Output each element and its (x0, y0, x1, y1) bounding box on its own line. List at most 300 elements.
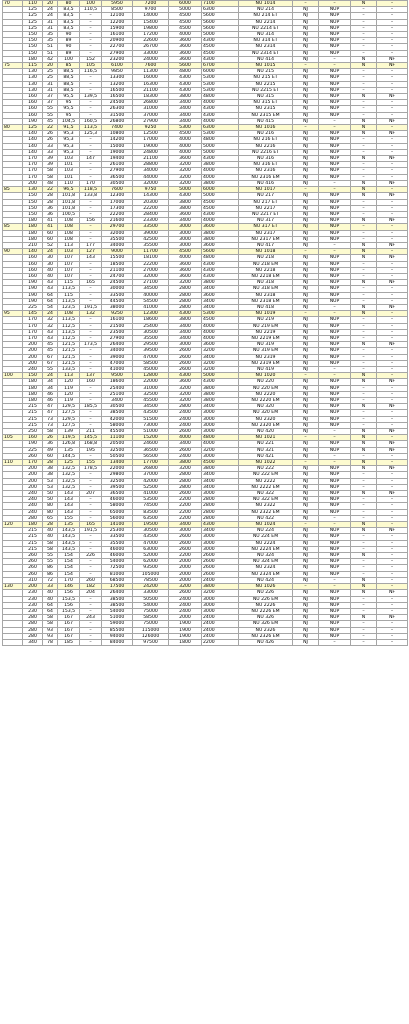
table-cell: – (377, 249, 408, 255)
table-cell: 40 (43, 590, 58, 596)
table-cell: – (293, 584, 319, 590)
table-cell: – (80, 87, 102, 93)
table-cell: – (377, 366, 408, 372)
table-cell: – (377, 385, 408, 391)
table-cell: 152 (80, 56, 102, 62)
table-cell: 132,5 (58, 472, 80, 478)
table-cell: 33 (43, 143, 58, 149)
table-cell: 108 (58, 311, 80, 317)
table-cell: 30000 (102, 286, 133, 292)
table-cell: NU 221 (239, 441, 293, 447)
table-cell: 1900 (169, 621, 202, 627)
table-cell: NU 2315 EM (239, 112, 293, 118)
table-cell: 2000 (169, 615, 202, 621)
table-cell: 18600 (102, 379, 133, 385)
table-cell: – (80, 298, 102, 304)
table-cell: N (351, 615, 377, 621)
table-cell: 25400 (102, 385, 133, 391)
table-cell: NU 2318 EM (239, 298, 293, 304)
table-cell: 182 (80, 584, 102, 590)
table-cell: NUP (319, 199, 351, 205)
table-cell: 33 (43, 584, 58, 590)
table-cell: NUP (319, 69, 351, 75)
table-cell: 170 (23, 335, 43, 341)
table-cell: 150 (23, 32, 43, 38)
table-cell: N (351, 63, 377, 69)
table-cell: 3600 (169, 156, 202, 162)
table-cell: 54 (43, 304, 58, 310)
table-cell: – (377, 125, 408, 131)
table-cell: 22000 (102, 466, 133, 472)
table-cell: 2800 (169, 404, 202, 410)
table-cell: 156 (58, 590, 80, 596)
table-cell: 3800 (169, 205, 202, 211)
table-cell: NJ (293, 478, 319, 484)
table-cell: 167 (58, 615, 80, 621)
table-cell: 17000 (133, 137, 169, 143)
table-cell: 32500 (102, 478, 133, 484)
table-cell: 154 (58, 559, 80, 565)
table-cell: 60 (43, 236, 58, 242)
table-cell: 16100 (102, 317, 133, 323)
table-cell: 3800 (202, 466, 239, 472)
table-cell: – (377, 1, 408, 7)
table-cell: 12100 (102, 13, 133, 19)
table-cell: 13300 (102, 75, 133, 81)
table-cell: NJ (293, 410, 319, 416)
table-cell: 27900 (102, 335, 133, 341)
table-cell: 22700 (102, 44, 133, 50)
table-cell: NUP (319, 280, 351, 286)
table-cell: – (351, 292, 377, 298)
table-cell: – (80, 633, 102, 639)
table-cell: NF (377, 528, 408, 534)
table-cell: 29500 (133, 342, 169, 348)
table-cell: 119,5 (58, 435, 80, 441)
table-cell: NUP (319, 379, 351, 385)
table-cell: 3600 (169, 56, 202, 62)
table-cell: NU 214 (239, 7, 293, 13)
table-cell: NJ (293, 13, 319, 19)
table-cell: NJ (293, 571, 319, 577)
table-cell: 51500 (133, 416, 169, 422)
table-cell: 127,5 (58, 422, 80, 428)
table-cell: 15900 (102, 25, 133, 31)
table-cell: 3800 (202, 162, 239, 168)
table-cell: – (351, 100, 377, 106)
table-cell: 54000 (102, 608, 133, 614)
table-cell: 2600 (169, 546, 202, 552)
table-cell: 32500 (102, 447, 133, 453)
table-cell: 115 (23, 63, 43, 69)
table-cell: NU 224 EM (239, 534, 293, 540)
table-cell: NUP (319, 472, 351, 478)
table-row (3, 639, 408, 645)
table-cell: – (80, 503, 102, 509)
table-cell: NUP (319, 559, 351, 565)
table-cell: 107 (58, 255, 80, 261)
table-cell: 5950 (102, 1, 133, 7)
table-cell: – (377, 267, 408, 273)
table-cell: 51 (43, 50, 58, 56)
table-cell: 4300 (202, 106, 239, 112)
table-cell: 24200 (133, 584, 169, 590)
table-cell: 145,5 (80, 435, 102, 441)
table-cell: NU 2319 EM (239, 360, 293, 366)
table-cell: 6000 (169, 1, 202, 7)
table-cell: 9700 (133, 7, 169, 13)
table-cell: 27000 (133, 267, 169, 273)
table-cell: 43 (43, 286, 58, 292)
table-cell: 5000 (169, 187, 202, 193)
table-cell: NU 418 (239, 304, 293, 310)
table-cell: 93 (43, 633, 58, 639)
table-cell: 33000 (133, 50, 169, 56)
table-cell: 37000 (133, 472, 169, 478)
table-cell: 88,5 (58, 87, 80, 93)
table-cell: – (351, 261, 377, 267)
table-cell: NU 222 (239, 466, 293, 472)
table-cell: – (80, 323, 102, 329)
table-cell: NF (377, 156, 408, 162)
table-cell: 204 (80, 590, 102, 596)
table-cell: NJ (293, 596, 319, 602)
table-cell: NJ (293, 32, 319, 38)
table-cell: 130 (23, 187, 43, 193)
table-cell: N (351, 131, 377, 137)
table-cell: NF (377, 447, 408, 453)
table-cell: 28 (43, 522, 58, 528)
table-cell: 2600 (169, 360, 202, 366)
table-cell: NU 1015 (239, 63, 293, 69)
table-cell: 4000 (202, 100, 239, 106)
table-cell: NF (377, 304, 408, 310)
table-cell: 113,5 (80, 125, 102, 131)
table-cell: 73 (43, 416, 58, 422)
table-cell: NJ (293, 546, 319, 552)
table-cell: – (80, 199, 102, 205)
table-cell: 45000 (133, 366, 169, 372)
table-cell: 17200 (133, 32, 169, 38)
table-cell: – (319, 1, 351, 7)
table-cell: 4300 (169, 193, 202, 199)
table-cell: – (377, 453, 408, 459)
table-cell: 121,5 (58, 360, 80, 366)
table-cell: NF (377, 404, 408, 410)
table-cell: 54000 (102, 559, 133, 565)
table-cell: 3200 (169, 162, 202, 168)
table-cell: NU 1020 (239, 373, 293, 379)
table-cell: 15500 (102, 255, 133, 261)
table-cell: – (80, 571, 102, 577)
table-cell: 52 (43, 242, 58, 248)
table-cell: 25300 (102, 528, 133, 534)
table-cell: 72500 (102, 565, 133, 571)
table-cell: 3000 (202, 429, 239, 435)
table-cell: 1900 (169, 627, 202, 633)
table-cell: NUP (319, 571, 351, 577)
table-cell: NF (377, 63, 408, 69)
table-cell: – (319, 366, 351, 372)
table-cell: 115000 (133, 627, 169, 633)
table-cell: 240 (23, 491, 43, 497)
table-cell: 260 (80, 577, 102, 583)
table-cell: N (351, 528, 377, 534)
table-cell: 2200 (169, 515, 202, 521)
table-cell: NF (377, 94, 408, 100)
table-cell: 167 (58, 633, 80, 639)
table-cell: 230 (23, 608, 43, 614)
table-cell: 68500 (102, 577, 133, 583)
table-cell: NJ (293, 391, 319, 397)
table-cell: 64 (43, 292, 58, 298)
table-cell: 310 (23, 577, 43, 583)
table-cell: NUP (319, 404, 351, 410)
table-cell: 107 (58, 261, 80, 267)
table-cell: 180 (23, 218, 43, 224)
table-cell: – (351, 168, 377, 174)
table-cell: 112,5 (58, 335, 80, 341)
table-cell: 9250 (133, 125, 169, 131)
table-cell: – (377, 149, 408, 155)
table-cell: NJ (293, 509, 319, 515)
table-cell: NJ (293, 515, 319, 521)
table-cell: 3200 (169, 174, 202, 180)
table-cell: NJ (293, 280, 319, 286)
table-cell: – (377, 608, 408, 614)
table-cell: NJ (293, 106, 319, 112)
table-cell: 23300 (133, 218, 169, 224)
table-cell: 215 (23, 540, 43, 546)
table-cell: 185,5 (80, 404, 102, 410)
table-cell: N (351, 404, 377, 410)
table-cell: 143 (58, 491, 80, 497)
table-cell: 168,8 (80, 441, 102, 447)
table-cell: 123,5 (58, 304, 80, 310)
table-cell: NJ (293, 224, 319, 230)
table-cell: 95 (58, 100, 80, 106)
table-cell: – (377, 546, 408, 552)
table-cell: 5000 (202, 143, 239, 149)
table-cell: N (351, 379, 377, 385)
table-cell: 35500 (133, 242, 169, 248)
table-cell: – (377, 187, 408, 193)
table-cell: 54000 (133, 602, 169, 608)
table-cell: 19800 (133, 25, 169, 31)
table-cell: NU 422 (239, 515, 293, 521)
table-cell: NU 222 EM (239, 472, 293, 478)
table-cell: 132 (80, 311, 102, 317)
table-cell: – (351, 323, 377, 329)
table-cell: 170 (23, 329, 43, 335)
table-cell: 27100 (133, 280, 169, 286)
table-cell: – (351, 410, 377, 416)
table-cell: NUP (319, 602, 351, 608)
table-cell: 43 (43, 335, 58, 341)
table-cell: – (80, 596, 102, 602)
table-cell: 2600 (202, 565, 239, 571)
table-cell: NJ (293, 534, 319, 540)
table-cell: 112,5 (58, 323, 80, 329)
table-cell: 3400 (202, 404, 239, 410)
table-cell: – (351, 112, 377, 118)
table-cell: 43500 (133, 534, 169, 540)
table-cell: – (351, 25, 377, 31)
table-cell: N (351, 156, 377, 162)
table-cell: 33000 (133, 590, 169, 596)
table-cell: 101 (58, 174, 80, 180)
table-cell: 105 (80, 63, 102, 69)
table-cell: N (351, 1, 377, 7)
table-cell: 2400 (169, 410, 202, 416)
table-cell: – (377, 50, 408, 56)
table-cell: NU 2322 EM (239, 509, 293, 515)
table-cell: 4500 (202, 317, 239, 323)
table-cell: 200 (23, 354, 43, 360)
table-cell: – (80, 224, 102, 230)
table-cell: 143 (58, 509, 80, 515)
table-cell: 280 (23, 615, 43, 621)
table-cell: 230 (23, 590, 43, 596)
table-cell: – (80, 559, 102, 565)
table-cell: 3200 (169, 180, 202, 186)
table-cell: 78 (43, 639, 58, 645)
table-cell: NJ (293, 205, 319, 211)
table-cell: N (351, 304, 377, 310)
table-cell: 84000 (102, 639, 133, 645)
table-cell: NJ (293, 404, 319, 410)
table-cell: NJ (293, 230, 319, 236)
table-cell: 39 (43, 162, 58, 168)
table-cell: NU 2217 ET (239, 211, 293, 217)
table-cell: 195 (80, 447, 102, 453)
table-cell: 88,5 (58, 69, 80, 75)
table-cell: – (377, 19, 408, 25)
table-cell: 4300 (169, 81, 202, 87)
table-cell: 120 (58, 391, 80, 397)
table-cell: 2200 (202, 639, 239, 645)
table-cell: – (80, 478, 102, 484)
table-cell: – (351, 509, 377, 515)
table-cell: N (351, 435, 377, 441)
table-cell: – (80, 211, 102, 217)
table-cell: – (377, 391, 408, 397)
table-cell: 4500 (169, 131, 202, 137)
table-cell: 64 (43, 298, 58, 304)
table-cell: – (80, 112, 102, 118)
table-cell: 160 (23, 106, 43, 112)
table-cell: 33500 (133, 224, 169, 230)
table-cell: 3200 (202, 360, 239, 366)
table-cell: 47000 (102, 360, 133, 366)
table-cell: – (80, 416, 102, 422)
table-cell: NUP (319, 546, 351, 552)
table-cell: NJ (293, 565, 319, 571)
table-cell: 139 (58, 429, 80, 435)
table-cell: NU 2322 (239, 503, 293, 509)
table-cell: 18500 (102, 261, 133, 267)
table-cell: 5600 (169, 63, 202, 69)
table-cell: NU 2219 EM (239, 335, 293, 341)
table-cell: 14000 (133, 13, 169, 19)
table-cell: 6000 (202, 69, 239, 75)
table-cell: 34000 (102, 348, 133, 354)
table-cell: 103 (58, 249, 80, 255)
table-cell: 4500 (202, 199, 239, 205)
table-cell: N (351, 218, 377, 224)
table-cell: – (293, 1, 319, 7)
table-cell: 143,5 (58, 534, 80, 540)
table-cell: NU 317 ET (239, 224, 293, 230)
table-cell: NJ (293, 422, 319, 428)
table-cell: NU 2317 (239, 230, 293, 236)
bore-diameter-cell: 130 (3, 584, 23, 590)
table-cell: NU 218 (239, 255, 293, 261)
table-cell: 52500 (133, 484, 169, 490)
table-cell: – (319, 311, 351, 317)
table-cell: 2800 (169, 298, 202, 304)
table-cell: NJ (293, 137, 319, 143)
table-cell: 4000 (169, 435, 202, 441)
table-cell: NU 2214 ET (239, 25, 293, 31)
table-cell: NF (377, 218, 408, 224)
table-cell: 2200 (169, 497, 202, 503)
table-cell: 54500 (133, 298, 169, 304)
table-cell: 215 (23, 528, 43, 534)
table-cell: 8500 (102, 7, 133, 13)
table-cell: 31 (43, 25, 58, 31)
table-cell: – (351, 7, 377, 13)
table-cell: 215 (23, 534, 43, 540)
table-cell: – (351, 472, 377, 478)
table-cell: 96,5 (58, 187, 80, 193)
table-cell: 35500 (133, 335, 169, 341)
table-cell: – (377, 422, 408, 428)
table-cell: – (80, 366, 102, 372)
table-cell: 104,5 (58, 118, 80, 124)
table-cell: N (351, 460, 377, 466)
table-cell: 113,5 (58, 298, 80, 304)
table-cell: – (377, 633, 408, 639)
table-cell: 126,8 (58, 441, 80, 447)
table-cell: 3600 (169, 273, 202, 279)
table-cell: 2600 (169, 540, 202, 546)
bore-diameter-cell: 80 (3, 125, 23, 131)
table-cell: 52000 (133, 553, 169, 559)
table-cell: 180 (23, 379, 43, 385)
table-cell: NU 1014 (239, 1, 293, 7)
table-cell: 19500 (133, 522, 169, 528)
table-cell: 4000 (169, 149, 202, 155)
table-cell: 185 (58, 639, 80, 645)
table-cell: – (80, 546, 102, 552)
table-cell: 4000 (169, 255, 202, 261)
table-cell: 22200 (133, 261, 169, 267)
table-cell: 3000 (202, 416, 239, 422)
table-cell: NU 318 (239, 280, 293, 286)
table-cell: 26400 (102, 342, 133, 348)
table-cell: – (377, 100, 408, 106)
table-cell: NJ (293, 218, 319, 224)
table-cell: NU 314 ET (239, 38, 293, 44)
table-cell: NU 319 (239, 342, 293, 348)
table-cell: 26 (43, 137, 58, 143)
table-cell: NU 322 (239, 491, 293, 497)
table-cell: – (351, 335, 377, 341)
table-cell: 3200 (202, 447, 239, 453)
table-cell: 200 (23, 342, 43, 348)
table-cell: – (377, 540, 408, 546)
